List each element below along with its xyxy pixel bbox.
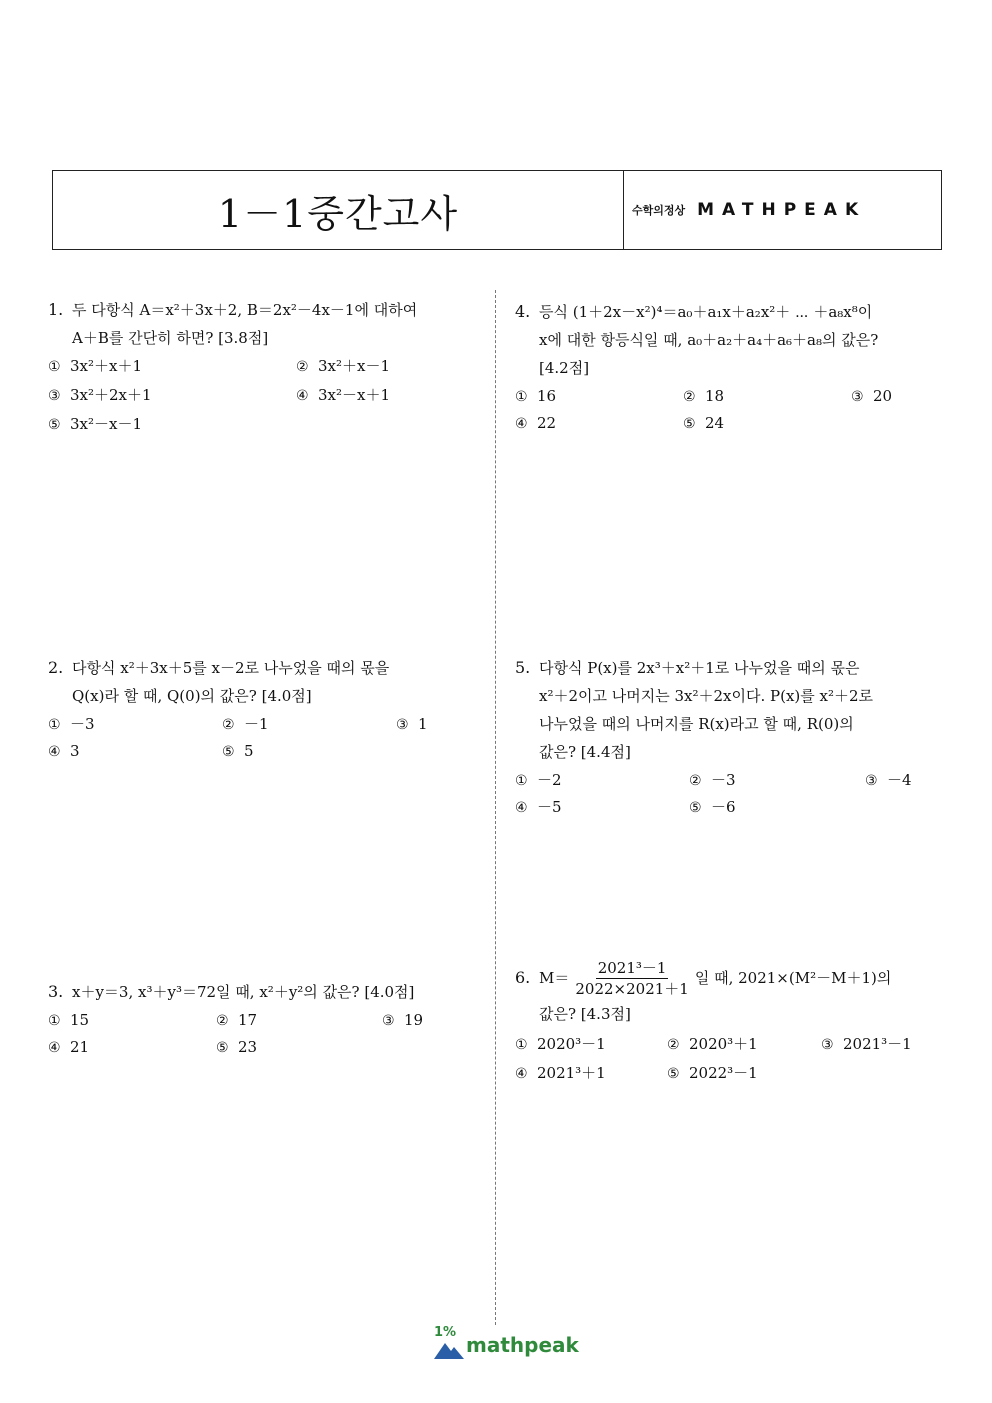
brand-english: MATHPEAK [697, 200, 867, 220]
question-stem-line: Q(x)라 할 때, Q(0)의 값은? [4.0점] [72, 687, 312, 705]
choice-4[interactable]: ④ －5 [515, 798, 562, 816]
choice-1[interactable]: ① －3 [48, 715, 95, 733]
brand-box [624, 171, 941, 249]
exam-header [52, 170, 942, 250]
footer-brand: mathpeak [466, 1333, 579, 1357]
fraction-denominator: 2022×2021＋1 [575, 979, 689, 998]
exam-title: 1－1중간고사 [53, 171, 624, 249]
question-stem-line: 값은? [4.3점] [539, 1005, 631, 1023]
question-stem-line: A＋B를 간단히 하면? [3.8점] [72, 329, 269, 347]
choice-5[interactable]: ⑤ －6 [689, 798, 736, 816]
fraction [573, 958, 690, 999]
choice-5[interactable]: ⑤ 3x²－x－1 [48, 415, 143, 433]
choice-2[interactable]: ② －1 [222, 715, 269, 733]
question-stem-part: 일 때, 2021×(M²－M＋1)의 [694, 969, 892, 987]
question-number: 3. [48, 982, 64, 1001]
fraction-numerator: 2021³－1 [597, 958, 667, 977]
choice-2[interactable]: ② 3x²＋x－1 [296, 357, 391, 375]
choice-5[interactable]: ⑤ 23 [216, 1038, 258, 1056]
choice-4[interactable]: ④ 2021³＋1 [515, 1064, 606, 1082]
mountain-icon [434, 1339, 464, 1359]
question-6 [515, 956, 955, 1094]
question-number: 6. [515, 968, 531, 987]
choice-4[interactable]: ④ 3 [48, 742, 80, 760]
choice-4[interactable]: ④ 21 [48, 1038, 90, 1056]
brand-korean: 수학의정상 [632, 204, 686, 217]
choice-5[interactable]: ⑤ 24 [683, 414, 725, 432]
choice-4[interactable]: ④ 3x²－x＋1 [296, 386, 391, 404]
choice-1[interactable]: ① 3x²＋x＋1 [48, 357, 143, 375]
choice-1[interactable]: ① 2020³－1 [515, 1035, 606, 1053]
question-4 [515, 298, 955, 442]
question-stem-line: 값은? [4.4점] [539, 743, 631, 761]
choice-1[interactable]: ① 15 [48, 1011, 90, 1029]
question-1 [48, 296, 478, 442]
choice-3[interactable]: ③ 19 [382, 1011, 424, 1029]
question-stem-line: x＋y＝3, x³＋y³＝72일 때, x²＋y²의 값은? [4.0점] [72, 983, 415, 1001]
question-5 [515, 654, 955, 826]
choice-3[interactable]: ③ －4 [865, 771, 912, 789]
question-number: 1. [48, 300, 64, 319]
question-stem-line: [4.2점] [539, 359, 590, 377]
question-number: 4. [515, 302, 531, 321]
question-3 [48, 978, 488, 1066]
choice-2[interactable]: ② 18 [683, 387, 725, 405]
choice-3[interactable]: ③ 20 [851, 387, 893, 405]
question-number: 5. [515, 658, 531, 677]
question-stem-part: M＝ [539, 969, 570, 987]
choice-3[interactable]: ③ 3x²＋2x＋1 [48, 386, 152, 404]
question-stem-line: x에 대한 항등식일 때, a₀＋a₂＋a₄＋a₆＋a₈의 값은? [539, 331, 879, 349]
question-stem-line: 다항식 P(x)를 2x³＋x²＋1로 나누었을 때의 몫은 [539, 659, 860, 677]
footer-logo [430, 1325, 579, 1365]
question-stem-line: 등식 (1＋2x－x²)⁴＝a₀＋a₁x＋a₂x²＋ ⋯ ＋a₈x⁸이 [539, 303, 873, 321]
choice-4[interactable]: ④ 22 [515, 414, 557, 432]
question-stem-line: x²＋2이고 나머지는 3x²＋2x이다. P(x)를 x²＋2로 [539, 687, 874, 705]
choice-1[interactable]: ① 16 [515, 387, 557, 405]
choice-1[interactable]: ① －2 [515, 771, 562, 789]
question-stem-line: 나누었을 때의 나머지를 R(x)라고 할 때, R(0)의 [539, 715, 854, 733]
question-stem-line: 다항식 x²＋3x＋5를 x－2로 나누었을 때의 몫을 [72, 659, 390, 677]
question-stem-line: 두 다항식 A＝x²＋3x＋2, B＝2x²－4x－1에 대하여 [72, 301, 418, 319]
choice-2[interactable]: ② 2020³＋1 [667, 1035, 758, 1053]
question-2 [48, 654, 478, 770]
choice-3[interactable]: ③ 2021³－1 [821, 1035, 912, 1053]
choice-3[interactable]: ③ 1 [396, 715, 428, 733]
choice-5[interactable]: ⑤ 2022³－1 [667, 1064, 758, 1082]
choice-2[interactable]: ② －3 [689, 771, 736, 789]
footer-percent: 1% [434, 1325, 457, 1340]
question-number: 2. [48, 658, 64, 677]
choice-5[interactable]: ⑤ 5 [222, 742, 254, 760]
choice-2[interactable]: ② 17 [216, 1011, 258, 1029]
column-divider [495, 290, 496, 1325]
